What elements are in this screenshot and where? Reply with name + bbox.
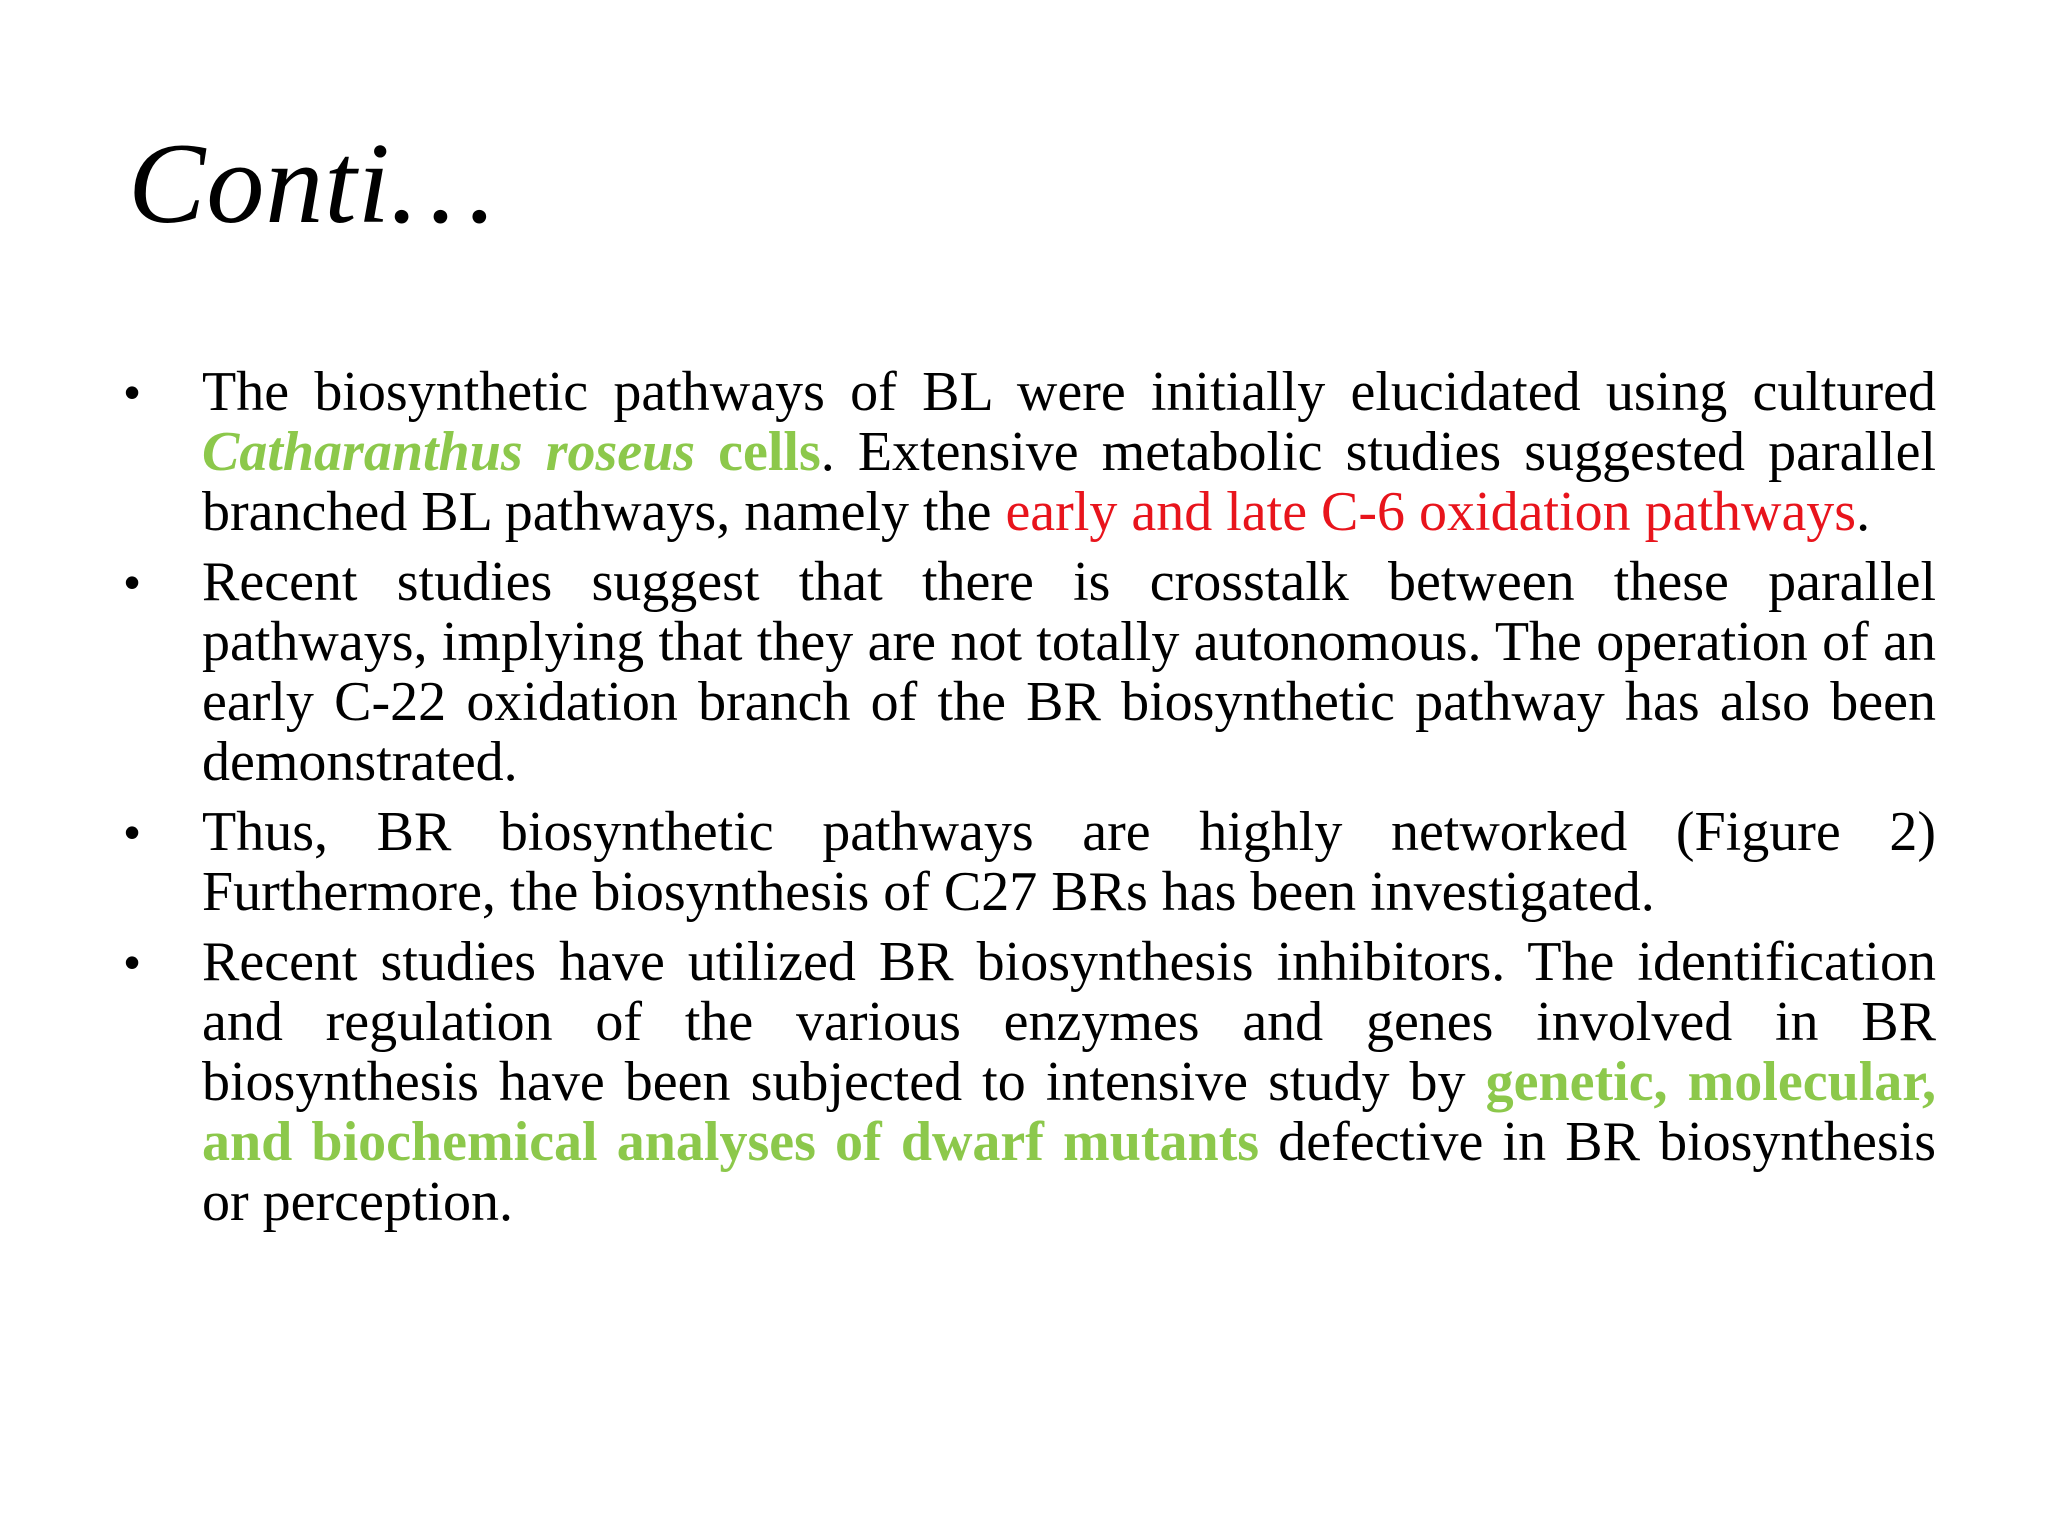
bullet-4-text-cont: defective in BR biosynthesis or perception. xyxy=(202,1111,1936,1233)
bullet-1-text-cont: . Extensive metabolic studies suggested parallel branched BL pathways, namely the xyxy=(202,421,1937,543)
bullet-1-species-name: Catharanthus roseus xyxy=(202,421,696,483)
bullet-1-text: The biosynthetic pathways of BL were initially elucidated using cultured xyxy=(202,361,1936,423)
bullet-2-text: Recent studies suggest that there is crosstalk between these parallel pathways, implying that they are not totally autonomous. The operation of an early C-22 oxidation branch of the BR biosynthetic pathway has also been demonstrated. xyxy=(202,551,1936,793)
bullet-1-space xyxy=(695,421,718,483)
bullet-item-3 xyxy=(124,802,1936,922)
bullet-1-cells: cells xyxy=(718,421,821,483)
bullet-item-1 xyxy=(124,362,1936,542)
bullet-3-text: Thus, BR biosynthetic pathways are highly networked (Figure 2) Furthermore, the biosynthesis of C27 BRs has been investigated. xyxy=(202,801,1936,923)
bullet-marker: • xyxy=(124,806,141,858)
bullet-list xyxy=(124,362,1936,1242)
bullet-4-text: Recent studies have utilized BR biosynthesis inhibitors. The identification and regulation of the various enzymes and genes involved in BR biosynthesis have been subjected to intensive study by xyxy=(202,931,1936,1113)
bullet-1-pathways-highlight: early and late C-6 oxidation pathways xyxy=(1005,481,1857,543)
bullet-item-2 xyxy=(124,552,1936,792)
bullet-item-4 xyxy=(124,932,1936,1232)
bullet-4-analyses-highlight: genetic, molecular, and biochemical analyses of dwarf mutants xyxy=(202,1051,1936,1173)
bullet-marker: • xyxy=(124,556,141,608)
slide-title: Conti… xyxy=(128,120,495,248)
bullet-marker: • xyxy=(124,936,141,988)
bullet-1-period: . xyxy=(1856,481,1871,543)
bullet-marker: • xyxy=(124,366,141,418)
